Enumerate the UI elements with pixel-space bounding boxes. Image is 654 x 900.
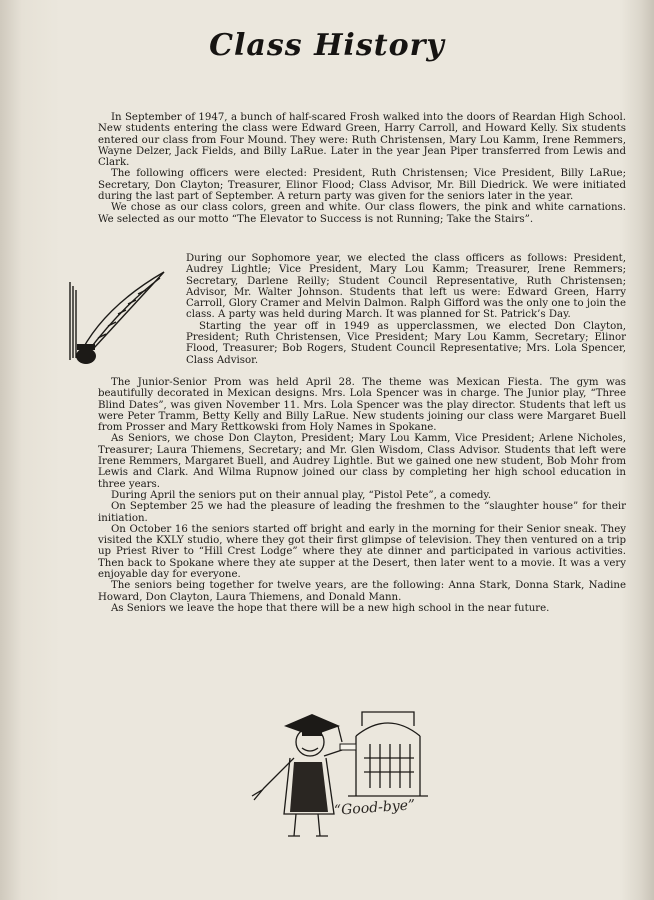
paragraph-junior-prom: The Junior-Senior Prom was held April 28. The theme was Mexican Fiesta. The gym was beautifully decorated in Mexican designs. Mrs. Lola Spencer was in charge. The Junior play, “Three Blind Dates”, was given November 11. Mrs. Lola Spencer was the play director. Students that left us were Peter Tramm, Betty Kelly and Billy LaRue. New students joining our class were Margaret Buell from Prosser and Mary Rettkowski from Holy Names in Spokane. — [98, 377, 626, 434]
quill-and-inkwell-icon — [64, 268, 172, 368]
history-text-top — [98, 112, 626, 225]
history-text-side — [186, 253, 626, 366]
history-text-bottom — [98, 377, 626, 614]
graduate-waving-goodbye-icon — [244, 696, 434, 846]
paragraph-closing-hope: As Seniors we leave the hope that there will be a new high school in the near future. — [110, 602, 550, 614]
paragraph-senior-play: During April the seniors put on their annual play, “Pistol Pete”, a comedy. — [110, 489, 492, 501]
paragraph-senior-officers: As Seniors, we chose Don Clayton, President; Mary Lou Kamm, Vice President; Arlene Nicholes, Treasurer; Laura Thiemens, Secretary; and Mr. Glen Wisdom, Class Advisor. Students that left were Irene Remmers, Margaret Buell, and Audrey Lightle. But we gained one new student, Bob Mohr from Lewis and Clark. And Wilma Rupnow joined our class by completing her high school education in three years. — [98, 433, 626, 490]
paragraph-twelve-year-seniors: The seniors being together for twelve years, are the following: Anna Stark, Donna Stark, Nadine Howard, Don Clayton, Laura Thiemens, and Donald Mann. — [98, 580, 626, 603]
paragraph-class-colors: We chose as our class colors, green and white. Our class flowers, the pink and white carnations. We selected as our motto “The Elevator to Success is not Running; Take the Stairs”. — [98, 202, 626, 225]
paragraph-freshman-intro: In September of 1947, a bunch of half-scared Frosh walked into the doors of Reardan High School. New students entering the class were Edward Green, Harry Carroll, and Howard Kelly. Six students entered our class from Four Mound. They were: Ruth Christensen, Mary Lou Kamm, Irene Remmers, Wayne Delzer, Jack Fields, and Billy LaRue. Later in the year Jean Piper transferred from Lewis and Clark. — [98, 112, 626, 169]
paragraph-junior-officers: Starting the year off in 1949 as upperclassmen, we elected Don Clayton, President; Ruth Christensen, Vice President; Mary Lou Kamm, Secretary; Elinor Flood, Treasurer; Bob Rogers, Student Council Representative; Mrs. Lola Spencer, Class Advisor. — [186, 320, 626, 366]
paragraph-sophomore-year: During our Sophomore year, we elected the class officers as follows: President, Audrey Lightle; Vice President, Mary Lou Kamm; Treasurer, Irene Remmers; Secretary, Darlene Reilly; Student Council Representative, Ruth Christensen; Advisor, Mr. Walter Johnson. Students that left us were: Edward Green, Harry Carroll, Glory Cramer and Melvin Dalmon. Ralph Gifford was the only one to join the class. A party was held during March. It was planned for St. Patrick’s Day. — [186, 253, 626, 321]
paragraph-freshman-officers: The following officers were elected: President, Ruth Christensen; Vice President, Billy LaRue; Secretary, Don Clayton; Treasurer, Elinor Flood; Class Advisor, Mr. Bill Diedrick. We were initiated during the last part of September. A return party was given for the seniors later in the year. — [98, 168, 626, 203]
page-title: Class History — [209, 28, 445, 63]
paragraph-senior-sneak: On October 16 the seniors started off bright and early in the morning for their Senior sneak. They visited the KXLY studio, where they got their first glimpse of television. They then ventured on a trip up Priest River to “Hill Crest Lodge” where they ate dinner and participated in various activities. Then back to Spokane where they ate supper at the Desert, then later went to a movie. It was a very enjoyable day for everyone. — [98, 523, 626, 581]
goodbye-caption: “Good-bye” — [333, 797, 416, 819]
paragraph-freshman-initiation: On September 25 we had the pleasure of leading the freshmen to the “slaughter house” for their initiation. — [98, 501, 626, 524]
